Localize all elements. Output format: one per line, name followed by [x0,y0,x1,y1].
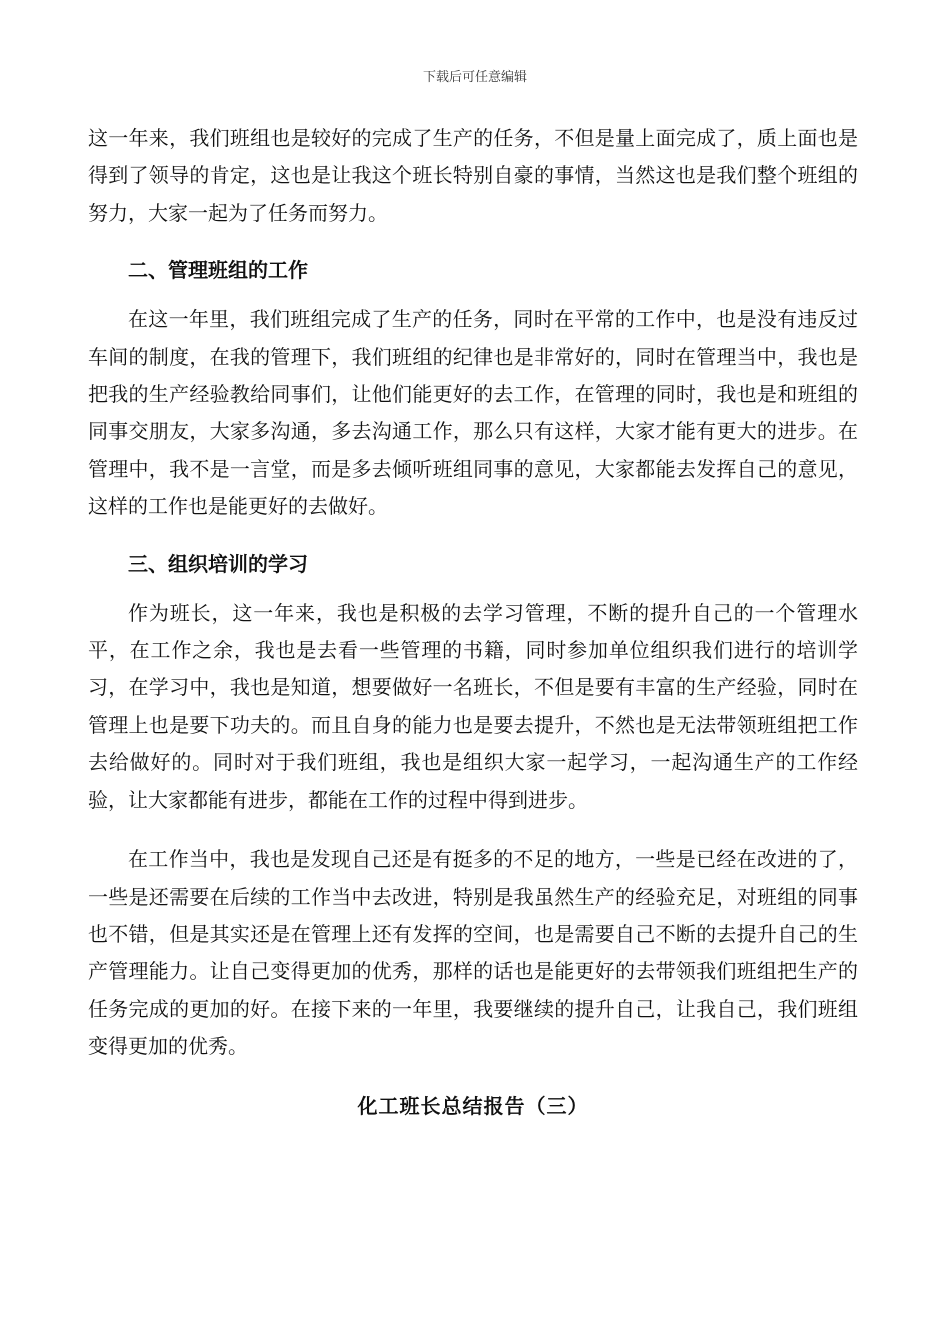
paragraph-shortcomings: 在工作当中，我也是发现自己还是有挺多的不足的地方，一些是已经在改进的了，一些是还需要在后续的工作当中去改进，特别是我虽然生产的经验充足，对班组的同事也不错，但是其实还是在管理上还有发挥的空间，也是需要自己不断的去提升自己的生产管理能力。让自己变得更加的优秀，那样的话也是能更好的去带领我们班组把生产的任务完成的更加的好。在接下来的一年里，我要继续的提升自己，让我自己，我们班组变得更加的优秀。 [88,847,858,1059]
section-heading-training: 三、组织培训的学习 [128,551,308,576]
page-header-note: 下载后可任意编辑 [422,70,527,85]
paragraph-team-management: 在这一年里，我们班组完成了生产的任务，同时在平常的工作中，也是没有违反过车间的制度，在我的管理下，我们班组的纪律也是非常好的，同时在管理当中，我也是把我的生产经验教给同事们，让他们能更好的去工作，在管理的同时，我也是和班组的同事交朋友，大家多沟通，多去沟通工作，那么只有这样，大家才能有更大的进步。在管理中，我不是一言堂，而是多去倾听班组同事的意见，大家都能去发挥自己的意见，这样的工作也是能更好的去做好。 [88,307,858,519]
document-body [88,120,858,1125]
paragraph-training: 作为班长，这一年来，我也是积极的去学习管理，不断的提升自己的一个管理水平，在工作之余，我也是去看一些管理的书籍，同时参加单位组织我们进行的培训学习，在学习中，我也是知道，想要做好一名班长，不但是要有丰富的生产经验，同时在管理上也是要下功夫的。而且自身的能力也是要去提升，不然也是无法带领班组把工作去给做好的。同时对于我们班组，我也是组织大家一起学习，一起沟通生产的工作经验，让大家都能有进步，都能在工作的过程中得到进步。 [88,600,858,812]
paragraph-production-task: 这一年来，我们班组也是较好的完成了生产的任务，不但是量上面完成了，质上面也是得到了领导的肯定，这也是让我这个班长特别自豪的事情，当然这也是我们整个班组的努力，大家一起为了任务而努力。 [88,126,858,225]
document-title-part-three: 化工班长总结报告（三） [357,1093,589,1118]
section-heading-team-management: 二、管理班组的工作 [128,258,308,283]
